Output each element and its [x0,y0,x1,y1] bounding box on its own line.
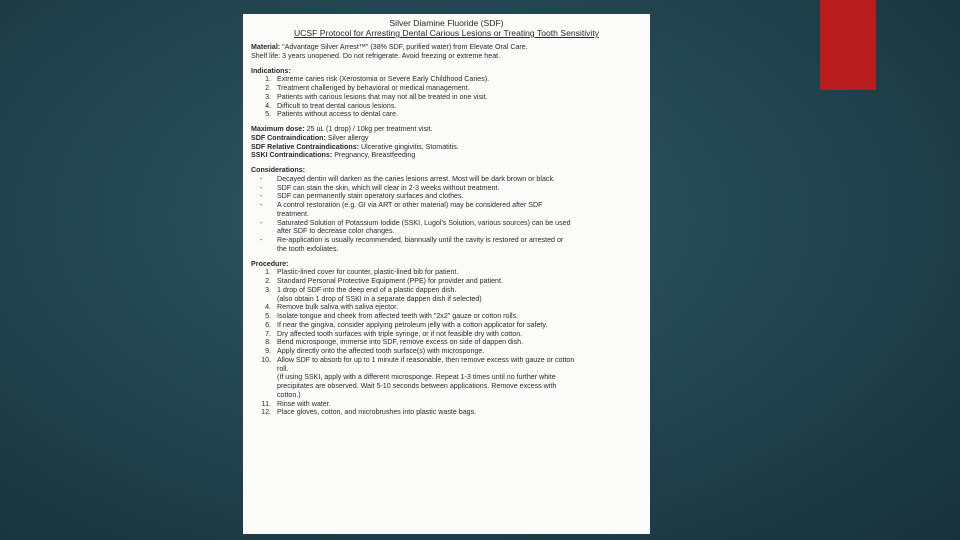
max-dose-label: Maximum dose: [251,125,305,133]
accent-bar [820,0,876,90]
item-line: Decayed dentin will darken as the caries lesions arrest. Most will be dark brown or black. [277,174,555,183]
item-line: Remove bulk saliva with saliva ejector. [277,303,399,312]
item-number: 1. [265,75,271,84]
contraindication-line [251,134,642,143]
procedure-step [251,347,642,356]
item-marker: - [259,183,263,192]
item-marker: - [259,192,263,201]
item-marker: 8. [265,338,271,347]
protocol-document [243,14,650,534]
material-line [251,43,642,52]
item-line: (also obtain 1 drop of SSKI in a separate dappen dish if selected) [277,294,482,303]
item-marker: 7. [265,329,271,338]
item-text: Difficult to treat dental carious lesions. [277,101,397,110]
item-line: (If using SSKI, apply with a different microsponge. Repeat 1-3 times until no further white [277,373,556,382]
item-marker: 12. [261,408,271,417]
item-text [277,408,642,417]
consideration-item [251,201,642,219]
item-marker: 2. [265,277,271,285]
item-text [277,303,642,312]
item-text [277,347,642,356]
item-line: after SDF to decrease color changes. [277,227,395,236]
item-text: Extreme caries risk (Xerostomia or Severe Early Childhood Caries). [277,75,490,84]
material-label: Material: [251,43,281,51]
relative-contraindication-label: SDF Relative Contraindications: [251,142,359,151]
item-text [277,312,642,321]
item-line: 1 drop of SDF into the deep end of a plastic dappen dish. [277,285,457,294]
item-number: 2. [265,84,271,92]
item-marker: - [259,201,263,209]
item-line: cotton.) [277,390,301,399]
consideration-item [251,184,642,193]
item-marker: 1. [265,268,271,277]
max-dose-line [251,125,642,134]
item-line: treatment. [277,209,309,218]
consideration-item [251,192,642,201]
relative-contraindication-text: Ulcerative gingivitis, Stomatitis. [360,142,459,151]
item-text [277,192,642,201]
item-line: Standard Personal Protective Equipment (PPE) for provider and patient. [277,277,503,285]
procedure-step [251,268,642,277]
item-marker: - [259,174,263,183]
item-marker: 11. [261,399,271,408]
procedure-step [251,312,642,321]
item-line: Saturated Solution of Potassium Iodide (SSKI, Lugol's Solution, various sources) can be used [277,218,571,227]
procedure-heading: Procedure: [251,259,289,268]
indications-list [251,75,642,119]
item-line: Bend microsponge, immerse into SDF, remove excess on side of dappen dish. [277,338,524,347]
consideration-item [251,219,642,237]
procedure-step [251,286,642,304]
sski-contraindication-text: Pregnancy, Breastfeeding [334,151,416,160]
procedure-list [251,268,642,417]
sski-contraindication-label: SSKI Contraindications: [251,151,333,160]
item-text [277,236,642,254]
item-text: Patients with carious lesions that may not all be treated in one visit. [277,92,488,101]
item-line: Rinse with water. [277,399,331,408]
indication-item [251,75,642,84]
item-line: Re-application is usually recommended, biannually until the cavity is restored or arrested or [277,236,564,244]
item-number: 5. [265,110,271,119]
indication-item [251,102,642,111]
procedure-step [251,338,642,347]
item-text [277,286,642,304]
item-line: Allow SDF to absorb for up to 1 minute if reasonable, then remove excess with gauze or cotton [277,355,575,364]
procedure-step [251,277,642,286]
item-text [277,330,642,339]
item-text [277,277,642,286]
contraindication-label: SDF Contraindication: [251,133,326,142]
item-line: A control restoration (e.g. GI via ART or other material) may be considered after SDF [277,201,543,209]
considerations-heading: Considerations: [251,166,305,174]
item-line: Plastic-lined cover for counter, plastic-lined bib for patient. [277,268,459,277]
consideration-item [251,175,642,184]
item-marker: 4. [265,303,271,312]
sski-contraindication-line [251,151,642,160]
contraindication-text: Silver allergy [327,133,369,142]
shelf-life: Shelf life: 3 years unopened. Do not refrigerate. Avoid freezing or extreme heat. [251,51,501,60]
item-text [277,400,642,409]
item-line: Place gloves, cotton, and microbrushes into plastic waste bags. [277,408,477,417]
item-line: SDF can permanently stain operatory surfaces and clothes. [277,192,464,201]
item-marker: - [259,218,263,227]
item-text [277,219,642,237]
item-line: Isolate tongue and cheek from affected teeth with "2x2" gauze or cotton rolls. [277,312,519,320]
item-text [277,268,642,277]
item-text [277,175,642,184]
indication-item [251,93,642,102]
item-text [277,184,642,193]
item-text: Treatment challenged by behavioral or medical management. [277,84,470,92]
document-title: Silver Diamine Fluoride (SDF) [389,18,504,28]
item-marker: 10. [261,355,271,364]
item-line: precipitates are observed. Wait 5-10 seconds between applications. Remove excess with [277,382,557,390]
item-marker: - [259,236,263,244]
item-marker: 9. [265,347,271,355]
procedure-step [251,321,642,330]
item-line: the tooth exfoliates. [277,244,339,253]
item-number: 3. [265,92,271,101]
relative-contraindication-line [251,143,642,152]
item-line: Apply directly onto the affected tooth surface(s) with microsponge. [277,347,485,355]
procedure-step [251,408,642,417]
item-line: Dry affected tooth surfaces with triple syringe, or if not feasible dry with cotton. [277,329,523,338]
max-dose-text: 25 uL (1 drop) / 10kg per treatment visit. [306,125,433,133]
material-text: "Advantage Silver Arrest™" (38% SDF, purified water) from Elevate Oral Care. [282,43,528,51]
considerations-list [251,175,642,254]
procedure-step [251,303,642,312]
item-marker: 6. [265,320,271,329]
item-marker: 3. [265,285,271,294]
item-text [277,321,642,330]
item-line: roll. [277,364,289,373]
document-subtitle: UCSF Protocol for Arresting Dental Carious Lesions or Treating Tooth Sensitivity [293,28,600,38]
procedure-step [251,400,642,409]
indications-heading: Indications: [251,66,291,75]
item-text [277,201,642,219]
item-text [277,356,642,400]
procedure-step [251,330,642,339]
indication-item [251,84,642,93]
item-text [277,338,642,347]
procedure-step [251,356,642,400]
item-line: SDF can stain the skin, which will clear in 2-3 weeks without treatment. [277,183,500,192]
consideration-item [251,236,642,254]
item-marker: 5. [265,312,271,320]
item-text: Patients without access to dental care. [277,110,399,119]
indication-item [251,110,642,119]
item-number: 4. [265,101,271,110]
item-line: If near the gingiva, consider applying petroleum jelly with a cotton applicator for safety. [277,320,548,329]
